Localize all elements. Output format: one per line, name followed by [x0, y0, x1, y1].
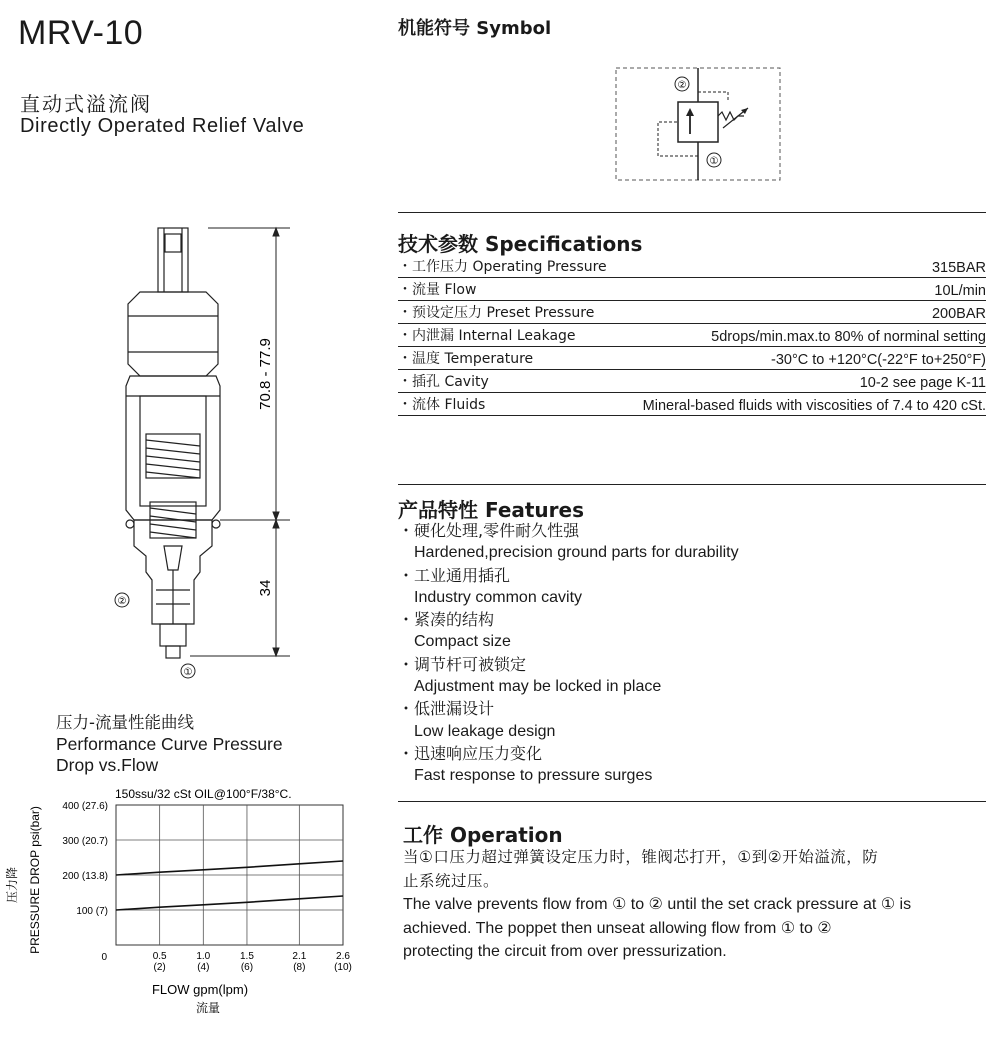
list-item: [398, 698, 978, 743]
spec-row: [398, 324, 986, 347]
spec-label: ・流体 Fluids: [398, 397, 486, 413]
spec-value: 10L/min: [934, 283, 986, 299]
feature-en: Adjustment may be locked in place: [414, 678, 662, 696]
performance-chart: [0, 780, 380, 1030]
x-tick-label: 2.1: [292, 951, 307, 962]
model-title: MRV-10: [18, 14, 144, 52]
performance-title-en-1: Performance Curve Pressure: [56, 733, 283, 754]
list-item: [398, 743, 978, 788]
features-list: [398, 520, 978, 788]
series-line: [116, 896, 343, 910]
spec-value: 10-2 see page K-11: [859, 375, 986, 391]
spec-value: -30°C to +120°C(-22°F to+250°F): [770, 352, 986, 368]
spec-value: 5drops/min.max.to 80% of norminal setting: [711, 329, 986, 345]
x-tick-label: 1.5: [240, 951, 254, 962]
dimension-upper: 70.8 - 77.9: [257, 338, 274, 410]
feature-cn: ・调节杆可被锁定: [398, 654, 527, 674]
x-tick-label: 2.6: [336, 951, 350, 962]
list-item: [398, 609, 978, 654]
operation-cn-line: 止系统过压。: [403, 871, 500, 890]
spec-label: ・工作压力 Operating Pressure: [398, 259, 607, 275]
drawing-port-2: ②: [117, 596, 127, 607]
product-title-en: Directly Operated Relief Valve: [20, 115, 305, 137]
spec-row: [398, 301, 986, 324]
operation-en-line: protecting the circuit from over pressurization.: [403, 943, 727, 961]
feature-cn: ・紧凑的结构: [398, 610, 495, 630]
spec-value: 200BAR: [931, 306, 986, 322]
list-item: [398, 654, 978, 699]
operation-title: 工作 Operation: [403, 823, 563, 847]
drawing-port-1: ①: [183, 667, 193, 678]
x-tick-label: 0.5: [152, 951, 167, 962]
feature-cn: ・工业通用插孔: [398, 565, 511, 585]
specs-title: 技术参数 Specifications: [398, 232, 643, 256]
operation-en-line: achieved. The poppet then unseat allowing flow from ① to ②: [403, 919, 832, 937]
x-tick-sub-label: (10): [334, 962, 352, 973]
spec-label: ・内泄漏 Internal Leakage: [398, 328, 576, 344]
specs-table: [398, 255, 986, 416]
operation-cn-line: 当①口压力超过弹簧设定压力时，锥阀芯打开，①到②开始溢流，防: [403, 848, 879, 866]
spec-row: [398, 347, 986, 370]
y-tick-label: 200 (13.8): [62, 871, 108, 882]
feature-cn: ・硬化处理,零件耐久性强: [398, 521, 580, 540]
spec-row: [398, 278, 986, 301]
divider: [398, 801, 986, 802]
y-tick-label: 300 (20.7): [62, 836, 108, 847]
product-title-cn: 直动式溢流阀: [20, 92, 152, 116]
feature-cn: ・迅速响应压力变化: [398, 743, 543, 763]
list-item: [398, 520, 978, 565]
x-tick-sub-label: (4): [197, 962, 210, 973]
feature-en: Industry common cavity: [414, 588, 583, 606]
operation-en-line: The valve prevents flow from ① to ② until the set crack pressure at ① is: [403, 896, 912, 914]
y-axis-label: PRESSURE DROP psi(bar): [28, 806, 42, 954]
x-tick-sub-label: (2): [153, 962, 166, 973]
y-axis-label-cn: 压力降: [5, 866, 19, 904]
symbol-port-2: ②: [677, 80, 687, 91]
performance-title: [56, 712, 283, 777]
origin-label: 0: [101, 952, 107, 963]
divider: [398, 212, 986, 213]
spec-label: ・预设定压力 Preset Pressure: [398, 305, 595, 321]
spec-value: 315BAR: [931, 260, 986, 276]
x-tick-label: 1.0: [196, 951, 211, 962]
x-axis-label-cn: 流量: [195, 1001, 221, 1015]
chart-subtitle: 150ssu/32 cSt OIL@100°F/38°C.: [115, 787, 292, 801]
dimension-lower: 34: [257, 579, 274, 597]
symbol-port-1: ①: [709, 156, 719, 167]
spec-label: ・流量 Flow: [398, 282, 477, 298]
feature-en: Fast response to pressure surges: [414, 767, 653, 785]
divider: [398, 484, 986, 485]
feature-en: Compact size: [414, 633, 511, 651]
y-tick-label: 400 (27.6): [62, 801, 108, 812]
features-title: 产品特性 Features: [398, 498, 585, 522]
feature-en: Hardened,precision ground parts for durability: [414, 544, 739, 562]
x-tick-sub-label: (8): [293, 962, 306, 973]
series-line: [116, 861, 343, 875]
x-tick-sub-label: (6): [240, 962, 254, 973]
list-item: [398, 565, 978, 610]
symbol-title: 机能符号 Symbol: [398, 18, 552, 39]
y-tick-label: 100 (7): [76, 906, 108, 917]
spec-value: Mineral-based fluids with viscosities of 7.4 to 420 cSt.: [642, 398, 986, 414]
spec-label: ・插孔 Cavity: [398, 374, 489, 390]
performance-title-cn: 压力-流量性能曲线: [56, 713, 194, 732]
hydraulic-symbol: [610, 62, 790, 186]
x-axis-label: FLOW gpm(lpm): [151, 982, 249, 997]
spec-label: ・温度 Temperature: [398, 351, 534, 367]
spec-row: [398, 393, 986, 416]
spec-row: [398, 255, 986, 278]
performance-title-en-2: Drop vs.Flow: [56, 755, 159, 775]
feature-en: Low leakage design: [414, 722, 556, 740]
valve-drawing: [100, 220, 300, 690]
operation-body: [403, 846, 993, 964]
feature-cn: ・低泄漏设计: [398, 699, 495, 719]
spec-row: [398, 370, 986, 393]
